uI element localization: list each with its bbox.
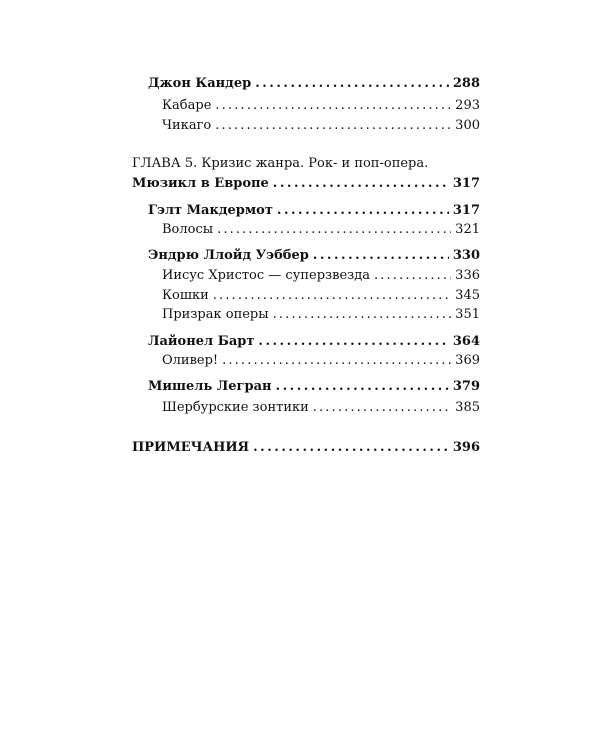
toc-entry-page: 385 <box>455 400 480 415</box>
toc-entry-page: 288 <box>452 76 480 91</box>
toc-entry-title: Мюзикл в Европе <box>132 176 269 191</box>
toc-entry-work <box>162 98 480 114</box>
toc-entry-title: Лайонел Барт <box>148 334 255 349</box>
toc-entry-title: Волосы <box>162 222 214 237</box>
dot-leader <box>215 118 451 134</box>
toc-entry-page: 321 <box>455 222 480 237</box>
dot-leader <box>222 353 451 369</box>
toc-entry-page: 379 <box>452 379 480 394</box>
toc-entry-page: 317 <box>452 176 480 191</box>
toc-entry-chapter <box>132 176 480 192</box>
dot-leader <box>217 222 451 238</box>
dot-leader <box>313 248 449 264</box>
dot-leader <box>258 334 448 350</box>
dot-leader <box>313 400 451 416</box>
toc-entry-work <box>162 307 480 323</box>
toc-entry-page: 369 <box>455 353 480 368</box>
dot-leader <box>276 379 449 395</box>
dot-leader <box>215 98 451 114</box>
toc-entry-title: Джон Кандер <box>148 76 252 91</box>
toc-entry-page: 351 <box>455 307 480 322</box>
toc-entry-title: Кошки <box>162 288 209 303</box>
toc-entry-composer <box>148 76 480 92</box>
toc-entry-work <box>162 268 480 284</box>
toc-entry-composer <box>148 203 480 219</box>
dot-leader <box>253 440 449 456</box>
dot-leader <box>213 288 451 304</box>
toc-entry-page: 345 <box>455 288 480 303</box>
toc-entry-page: 396 <box>452 440 480 455</box>
toc-entry-composer <box>148 379 480 395</box>
toc-entry-title: Шербурские зонтики <box>162 400 309 415</box>
toc-entry-title: Оливер! <box>162 353 219 368</box>
toc-entry-title: Чикаго <box>162 118 212 133</box>
toc-entry-work <box>162 353 480 369</box>
toc-entry-page: 330 <box>452 248 480 263</box>
dot-leader <box>277 203 449 219</box>
toc-entry-title: Мишель Легран <box>148 379 272 394</box>
dot-leader <box>273 176 449 192</box>
toc-entry-page: 317 <box>452 203 480 218</box>
toc-entry-work <box>162 222 480 238</box>
toc-entry-title: Призрак оперы <box>162 307 269 322</box>
toc-entry-work <box>162 118 480 134</box>
dot-leader <box>374 268 451 284</box>
toc-entry-page: 336 <box>455 268 480 283</box>
dot-leader <box>255 76 449 92</box>
toc-entry-page: 300 <box>455 118 480 133</box>
toc-entry-title: ПРИМЕЧАНИЯ <box>132 440 250 455</box>
dot-leader <box>273 307 452 323</box>
toc-entry-title: Иисус Христос — суперзвезда <box>162 268 370 283</box>
toc-entry-composer <box>148 334 480 350</box>
toc-chapter-heading: ГЛАВА 5. Кризис жанра. Рок- и поп-опера. <box>132 156 429 171</box>
toc-entry-notes <box>132 440 480 456</box>
toc-entry-composer <box>148 248 480 264</box>
toc-entry-work <box>162 400 480 416</box>
toc-entry-page: 293 <box>455 98 480 113</box>
toc-entry-work <box>162 288 480 304</box>
toc-entry-title: Кабаре <box>162 98 212 113</box>
toc-entry-title: Эндрю Ллойд Уэббер <box>148 248 309 263</box>
toc-entry-title: Гэлт Макдермот <box>148 203 273 218</box>
toc-entry-page: 364 <box>452 334 480 349</box>
